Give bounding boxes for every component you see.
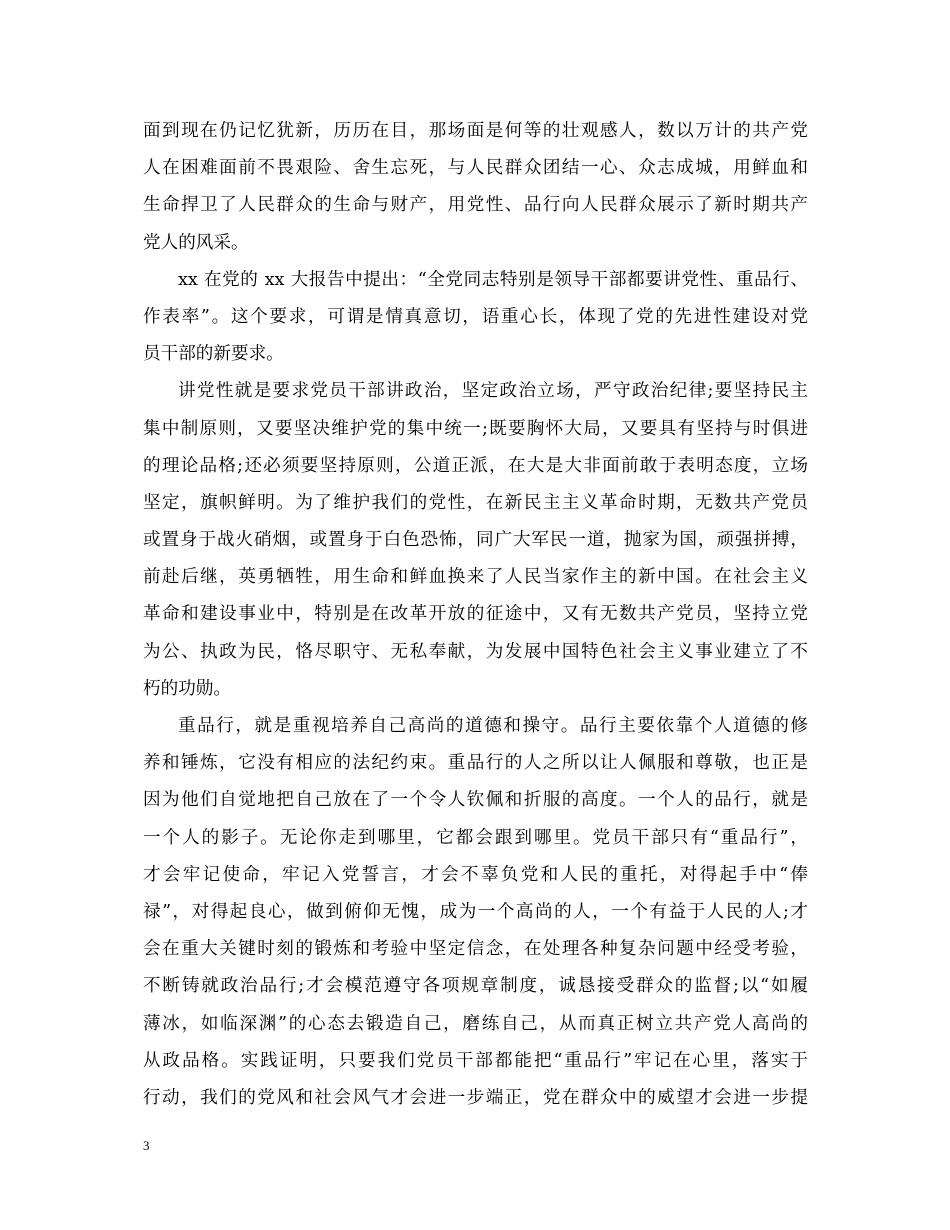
text-line: 前赴后继，英勇牺牲，用生命和鲜血换来了人民当家作主的新中国。在社会主义 xyxy=(143,567,808,588)
document-body xyxy=(143,113,808,1117)
text-line: xx 在党的 xx 大报告中提出：“全党同志特别是领导干部都要讲党性、重品行、 xyxy=(178,269,808,290)
text-line: 党人的风采。 xyxy=(143,232,249,253)
text-line: 生命捍卫了人民群众的生命与财产，用党性、品行向人民群众展示了新时期共产 xyxy=(143,195,808,216)
text-line: 因为他们自觉地把自己放在了一个令人钦佩和折服的高度。一个人的品行，就是 xyxy=(143,790,808,811)
text-line: 养和锤炼，它没有相应的法纪约束。重品行的人之所以让人佩服和尊敬，也正是 xyxy=(143,753,808,774)
text-line: 行动，我们的党风和社会风气才会进一步端正，党在群众中的威望才会进一步提 xyxy=(143,1087,808,1108)
text-line: 为公、执政为民，恪尽职守、无私奉献，为发展中国特色社会主义事业建立了不 xyxy=(143,641,808,662)
text-line: 朽的功勋。 xyxy=(143,678,231,699)
text-line: 不断铸就政治品行;才会模范遵守各项规章制度，诚恳接受群众的监督;以“如履 xyxy=(143,976,808,997)
text-line: 人在困难面前不畏艰险、舍生忘死，与人民群众团结一心、众志成城，用鲜血和 xyxy=(143,158,808,179)
text-line: 集中制原则，又要坚决维护党的集中统一;既要胸怀大局，又要具有坚持与时俱进 xyxy=(143,418,808,439)
text-line: 或置身于战火硝烟，或置身于白色恐怖，同广大军民一道，抛家为国，顽强拼搏， xyxy=(143,530,808,551)
text-line: 面到现在仍记忆犹新，历历在目，那场面是何等的壮观感人，数以万计的共产党 xyxy=(143,121,808,141)
text-line: 禄”，对得起良心，做到俯仰无愧，成为一个高尚的人，一个有益于人民的人;才 xyxy=(143,901,808,922)
text-line: 薄冰，如临深渊”的心态去锻造自己，磨练自己，从而真正树立共产党人高尚的 xyxy=(143,1013,808,1034)
text-line: 会在重大关键时刻的锻炼和考验中坚定信念，在处理各种复杂问题中经受考验， xyxy=(143,939,808,960)
text-line: 讲党性就是要求党员干部讲政治，坚定政治立场，严守政治纪律;要坚持民主 xyxy=(178,381,808,402)
text-line: 坚定，旗帜鲜明。为了维护我们的党性，在新民主主义革命时期，无数共产党员 xyxy=(143,492,808,513)
text-line: 重品行，就是重视培养自己高尚的道德和操守。品行主要依靠个人道德的修 xyxy=(178,716,808,736)
text-line: 一个人的影子。无论你走到哪里，它都会跟到哪里。党员干部只有“重品行”， xyxy=(143,827,808,848)
text-line: 的理论品格;还必须要坚持原则，公道正派，在大是大非面前敢于表明态度，立场 xyxy=(143,455,808,476)
text-line: 作表率”。这个要求，可谓是情真意切，语重心长，体现了党的先进性建设对党 xyxy=(143,306,808,327)
text-line: 从政品格。实践证明，只要我们党员干部都能把“重品行”牢记在心里，落实于 xyxy=(143,1050,808,1071)
text-line: 员干部的新要求。 xyxy=(143,344,284,365)
text-line: 才会牢记使命，牢记入党誓言，才会不辜负党和人民的重托，对得起手中“俸 xyxy=(143,864,808,885)
page-number: 3 xyxy=(143,1138,150,1153)
text-line: 革命和建设事业中，特别是在改革开放的征途中，又有无数共产党员，坚持立党 xyxy=(143,604,808,625)
